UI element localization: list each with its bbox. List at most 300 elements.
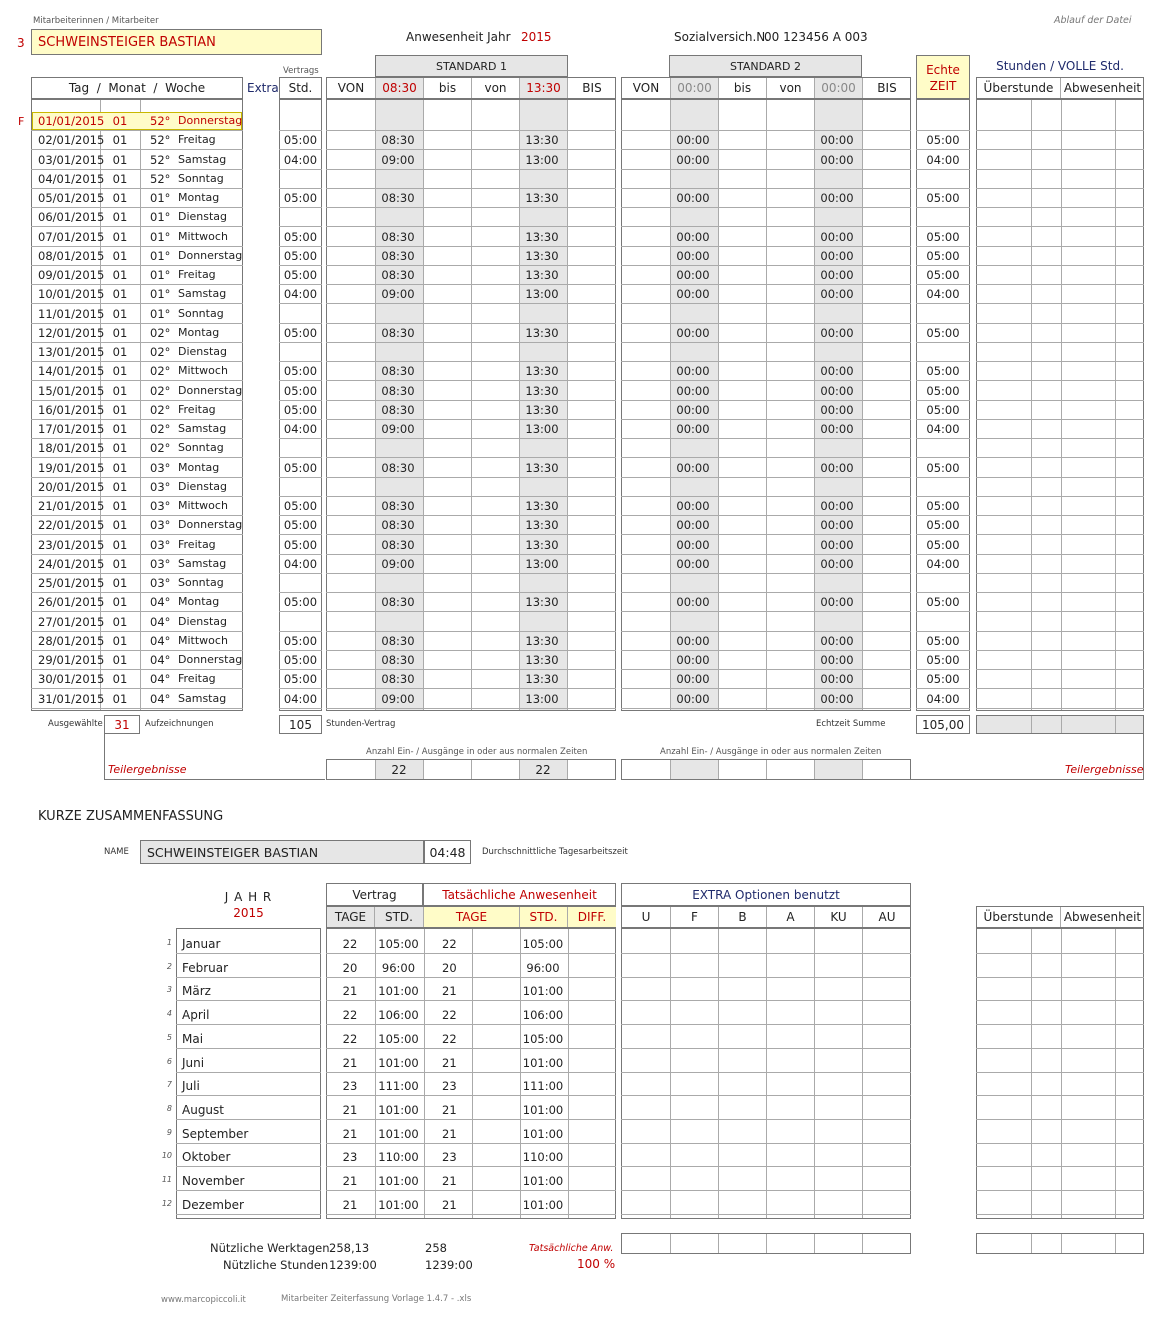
row-date: 29/01/2015: [38, 653, 105, 667]
row-s2-start: 00:00: [676, 191, 710, 205]
row-divider: [326, 246, 616, 247]
month-number: 8: [166, 1103, 172, 1113]
row-real-time: 05:00: [926, 499, 960, 513]
row-divider: [976, 534, 1144, 535]
row-divider: [621, 246, 911, 247]
attendance-year-label: Anwesenheit Jahr: [406, 30, 511, 44]
month-name: Mai: [182, 1031, 204, 1046]
month-divider: [176, 953, 321, 954]
month-name: März: [182, 984, 211, 999]
row-month: 01: [112, 595, 128, 610]
row-s1-start: 08:30: [381, 499, 415, 513]
row-date: 24/01/2015: [38, 556, 105, 571]
month-divider: [326, 1214, 616, 1215]
col-tage: TAGE: [327, 907, 375, 927]
month-divider: [621, 1024, 911, 1025]
row-week: 01°: [150, 210, 171, 225]
row-divider: [621, 438, 911, 439]
row-weekday: Sonntag: [178, 306, 224, 320]
row-divider: [621, 554, 911, 555]
month-divider: [176, 1072, 321, 1073]
row-month: 01: [112, 364, 128, 379]
row-contract-hours: 05:00: [283, 191, 318, 205]
row-s1-end: 13:00: [525, 287, 559, 302]
row-divider: [916, 688, 970, 689]
row-divider: [279, 534, 322, 535]
row-contract-hours: 05:00: [283, 325, 318, 340]
hours-block: [976, 99, 1144, 711]
row-weekday: Freitag: [178, 537, 216, 551]
row-divider: [621, 669, 911, 670]
month-actual-days: 23: [442, 1079, 457, 1094]
month-divider: [621, 1166, 911, 1167]
row-contract-hours: 05:00: [283, 460, 318, 475]
row-divider: [279, 688, 322, 689]
row-real-time: 05:00: [926, 518, 960, 533]
row-month: 01: [112, 653, 128, 667]
row-divider: [31, 477, 243, 478]
standard1-columns: [326, 77, 616, 99]
month-divider: [326, 1000, 616, 1001]
row-s1-start: 08:30: [381, 268, 415, 282]
row-weekday: Mittwoch: [178, 499, 228, 512]
row-s1-end: 13:30: [525, 402, 559, 417]
row-week: 01°: [150, 268, 171, 282]
row-date: 25/01/2015: [38, 576, 105, 590]
row-real-time: 04:00: [926, 556, 960, 571]
row-s1-end: 13:30: [525, 460, 559, 475]
row-date: 18/01/2015: [38, 441, 105, 456]
row-divider: [621, 342, 911, 343]
useful-days-label: Nützliche Werktagen: [210, 1241, 330, 1255]
row-month: 01: [112, 479, 128, 494]
row-divider: [31, 380, 243, 381]
month-divider: [976, 953, 1144, 954]
row-divider: [279, 342, 322, 343]
row-week: 01°: [150, 248, 171, 263]
row-s1-end: 13:30: [525, 248, 559, 263]
row-week: 04°: [150, 614, 171, 629]
row-contract-hours: 05:00: [283, 229, 318, 244]
s1-bis2: BIS: [582, 81, 602, 95]
row-s1-start: 08:30: [381, 595, 415, 610]
row-divider: [326, 265, 616, 266]
month-contract-hours: 105:00: [378, 937, 419, 951]
hours-sum-box: [976, 715, 1144, 734]
standard1-block: [326, 99, 616, 711]
month-divider: [976, 1000, 1144, 1001]
row-s1-start: 08:30: [381, 364, 415, 379]
row-date: 20/01/2015: [38, 479, 105, 494]
row-divider: [916, 554, 970, 555]
row-s2-start: 00:00: [676, 152, 710, 167]
row-s1-start: 09:00: [381, 422, 415, 436]
zeit-label: ZEIT: [929, 79, 957, 93]
row-divider: [279, 323, 322, 324]
row-date: 13/01/2015: [38, 345, 105, 359]
month-divider: [976, 1143, 1144, 1144]
row-s1-end: 13:30: [525, 383, 559, 398]
row-divider: [916, 515, 970, 516]
row-s2-end: 00:00: [820, 422, 854, 436]
partial-results-left: Teilergebnisse: [108, 763, 187, 776]
row-divider: [916, 419, 970, 420]
row-divider: [916, 669, 970, 670]
row-s2-start: 00:00: [676, 229, 710, 244]
row-contract-hours: 04:00: [283, 287, 318, 302]
row-divider: [621, 303, 911, 304]
inout-caption-1: Anzahl Ein- / Ausgänge in oder aus normalen Zeiten: [366, 747, 588, 757]
row-contract-hours: 04:00: [283, 691, 318, 706]
row-divider: [916, 323, 970, 324]
month-contract-days: 20: [342, 960, 358, 975]
row-weekday: Samstag: [178, 556, 227, 570]
row-weekday: Sonntag: [178, 171, 224, 185]
row-divider: [916, 631, 970, 632]
month-divider: [326, 1143, 616, 1144]
row-s2-end: 00:00: [820, 402, 854, 417]
month-number: 1: [166, 938, 172, 947]
row-s2-end: 00:00: [820, 653, 854, 667]
actual-attendance-pct: 100 %: [577, 1257, 616, 1271]
row-week: 52°: [150, 171, 171, 186]
summary-year: 2015: [233, 906, 264, 920]
row-divider: [31, 534, 243, 535]
row-divider: [31, 303, 243, 304]
row-divider: [31, 438, 243, 439]
records-label: Aufzeichnungen: [145, 719, 214, 729]
row-month: 01: [112, 691, 128, 706]
row-date: 06/01/2015: [38, 210, 105, 225]
row-week: 02°: [150, 325, 171, 340]
row-divider: [976, 303, 1144, 304]
row-s2-end: 00:00: [820, 672, 854, 687]
row-real-time: 05:00: [926, 402, 960, 417]
s2-von2: von: [767, 78, 815, 98]
row-real-time: 05:00: [926, 653, 960, 667]
month-name: Oktober: [182, 1150, 231, 1165]
month-actual-days: 21: [442, 1174, 457, 1188]
row-divider: [279, 284, 322, 285]
row-week: 01°: [150, 191, 171, 205]
row-divider: [31, 592, 243, 593]
row-divider: [976, 650, 1144, 651]
row-divider: [976, 573, 1144, 574]
row-divider: [326, 534, 616, 535]
row-divider: [31, 688, 243, 689]
row-week: 04°: [150, 672, 171, 687]
row-divider: [279, 130, 322, 131]
contract-header: Vertrag: [326, 883, 423, 906]
row-weekday: Mittwoch: [178, 229, 228, 243]
row-divider: [916, 169, 970, 170]
row-contract-hours: 05:00: [283, 383, 318, 398]
row-s2-start: 00:00: [676, 460, 710, 475]
row-week: 01°: [150, 229, 171, 244]
month-actual-hours: 101:00: [522, 1174, 564, 1188]
row-divider: [976, 380, 1144, 381]
month-contract-days: 21: [342, 1197, 358, 1212]
row-divider: [31, 130, 243, 131]
row-s2-end: 00:00: [820, 268, 854, 282]
row-s2-start: 00:00: [676, 383, 710, 398]
date-header-label: Tag / Monat / Woche: [68, 81, 206, 95]
row-divider: [976, 669, 1144, 670]
month-divider: [621, 953, 911, 954]
month-divider: [976, 1072, 1144, 1073]
row-divider: [621, 592, 911, 593]
row-real-time: 04:00: [926, 422, 960, 436]
month-actual-days: 20: [442, 960, 457, 975]
row-divider: [976, 226, 1144, 227]
extra-header: Extra: [247, 81, 279, 95]
row-month: 01: [112, 345, 128, 359]
partial-results-right: Teilergebnisse: [1065, 763, 1144, 776]
month-divider: [976, 1190, 1144, 1191]
row-week: 03°: [150, 518, 171, 533]
month-divider: [176, 1000, 321, 1001]
row-s1-end: 13:00: [525, 556, 559, 571]
row-s2-start: 00:00: [676, 691, 710, 706]
row-divider: [279, 169, 322, 170]
employee-name-field[interactable]: [31, 29, 322, 55]
row-divider: [279, 361, 322, 362]
row-real-time: 05:00: [926, 672, 960, 687]
row-divider: [279, 592, 322, 593]
row-month: 01: [112, 518, 128, 533]
month-contract-hours: 101:00: [378, 1102, 419, 1117]
row-week: 04°: [150, 653, 171, 667]
row-s1-end: 13:30: [525, 595, 559, 610]
row-divider: [279, 419, 322, 420]
hours-columns: [976, 77, 1144, 99]
month-actual-days: 21: [442, 1197, 457, 1212]
row-divider: [326, 323, 616, 324]
row-weekday: Mittwoch: [178, 633, 228, 647]
inout-standard2: [621, 759, 911, 780]
row-month: 01: [112, 210, 128, 225]
s1-end-time: 13:30: [520, 78, 568, 98]
row-weekday: Montag: [178, 595, 220, 609]
month-divider: [326, 953, 616, 954]
row-s1-end: 13:30: [525, 518, 559, 533]
real-sum-label: Echtzeit Summe: [816, 719, 886, 729]
row-week: 04°: [150, 691, 171, 706]
row-divider: [31, 169, 243, 170]
row-weekday: Donnerstag: [178, 248, 243, 262]
month-contract-hours: 110:00: [378, 1150, 419, 1165]
row-contract-hours: 04:00: [283, 422, 318, 436]
month-divider: [326, 1166, 616, 1167]
row-divider: [326, 669, 616, 670]
row-divider: [31, 611, 243, 612]
row-s2-end: 00:00: [820, 383, 854, 398]
row-divider: [976, 631, 1144, 632]
row-s2-end: 00:00: [820, 633, 854, 648]
row-divider: [326, 592, 616, 593]
row-divider: [916, 226, 970, 227]
row-date: 04/01/2015: [38, 171, 105, 186]
row-date: 14/01/2015: [38, 364, 105, 379]
row-divider: [621, 573, 911, 574]
month-divider: [621, 1143, 911, 1144]
row-divider: [976, 169, 1144, 170]
row-s1-start: 09:00: [381, 556, 415, 571]
year-label: J A H R: [224, 890, 273, 904]
month-number: 9: [166, 1127, 172, 1137]
summary-title: KURZE ZUSAMMENFASSUNG: [38, 809, 224, 824]
row-divider: [916, 573, 970, 574]
row-date: 01/01/2015: [38, 114, 105, 128]
website-link[interactable]: www.marcopiccoli.it: [161, 1295, 246, 1305]
s1-in-count: 22: [391, 763, 407, 777]
row-divider: [976, 246, 1144, 247]
month-actual-hours: 96:00: [526, 960, 560, 975]
inout-caption-2: Anzahl Ein- / Ausgänge in oder aus normalen Zeiten: [660, 747, 882, 757]
row-weekday: Sonntag: [178, 576, 224, 589]
summary-hours-headers: [976, 906, 1144, 928]
absence-header: Abwesenheit: [1063, 81, 1142, 95]
row-divider: [976, 400, 1144, 401]
row-divider: [31, 226, 243, 227]
month-actual-hours: 101:00: [522, 1055, 564, 1070]
row-divider: [976, 688, 1144, 689]
row-s2-end: 00:00: [820, 537, 854, 552]
row-s2-start: 00:00: [676, 133, 710, 148]
row-divider: [279, 515, 322, 516]
row-s2-end: 00:00: [820, 133, 854, 148]
row-divider: [279, 188, 322, 189]
row-real-time: 05:00: [926, 248, 960, 263]
row-month: 01: [112, 556, 128, 571]
month-actual-hours: 105:00: [522, 1031, 564, 1046]
month-divider: [176, 977, 321, 978]
month-divider: [176, 1119, 321, 1120]
row-divider: [326, 708, 616, 709]
row-divider: [31, 323, 243, 324]
contract-hours-label: Stunden-Vertrag: [326, 719, 396, 729]
row-divider: [916, 592, 970, 593]
row-date: 08/01/2015: [38, 248, 105, 263]
row-divider: [621, 169, 911, 170]
row-s2-end: 00:00: [820, 595, 854, 610]
month-contract-hours: 111:00: [378, 1079, 419, 1094]
month-actual-days: 21: [442, 1126, 457, 1141]
row-month: 01: [112, 383, 128, 398]
month-contract-hours: 105:00: [378, 1031, 419, 1046]
row-divider: [279, 708, 322, 709]
standard1-header: STANDARD 1: [375, 55, 568, 77]
row-divider: [976, 554, 1144, 555]
month-divider: [976, 1214, 1144, 1215]
row-date: 22/01/2015: [38, 518, 105, 533]
row-s2-start: 00:00: [676, 364, 710, 379]
row-s2-start: 00:00: [676, 672, 710, 687]
row-month: 01: [112, 133, 128, 148]
row-contract-hours: 05:00: [283, 672, 318, 687]
row-divider: [279, 149, 322, 150]
month-contract-days: 23: [342, 1079, 358, 1094]
row-weekday: Sonntag: [178, 441, 224, 455]
row-s2-start: 00:00: [676, 595, 710, 610]
row-contract-hours: 05:00: [283, 133, 318, 148]
row-real-time: 05:00: [926, 633, 960, 648]
actual-header: Tatsächliche Anwesenheit: [423, 883, 616, 906]
row-divider: [279, 669, 322, 670]
row-divider: [326, 226, 616, 227]
s2-start-time: 00:00: [671, 78, 719, 98]
col-diff: DIFF.: [568, 907, 616, 927]
row-divider: [31, 669, 243, 670]
month-number: 7: [166, 1080, 172, 1090]
row-divider: [31, 188, 243, 189]
row-divider: [326, 303, 616, 304]
row-divider: [279, 631, 322, 632]
row-divider: [279, 400, 322, 401]
row-s1-start: 08:30: [381, 229, 415, 244]
month-actual-days: 22: [442, 937, 457, 951]
row-month: 01: [112, 672, 128, 687]
row-divider: [916, 496, 970, 497]
row-divider: [976, 419, 1144, 420]
row-divider: [976, 438, 1144, 439]
year-value: 2015: [521, 30, 552, 44]
month-divider: [621, 977, 911, 978]
row-week: 52°: [150, 114, 171, 128]
row-real-time: 05:00: [926, 460, 960, 475]
row-s2-end: 00:00: [820, 191, 854, 205]
month-name: Dezember: [182, 1197, 244, 1212]
row-week: 02°: [150, 422, 171, 436]
row-divider: [326, 438, 616, 439]
month-contract-days: 21: [342, 1102, 358, 1117]
row-divider: [621, 400, 911, 401]
row-s1-end: 13:00: [525, 691, 559, 706]
row-s1-start: 08:30: [381, 191, 415, 205]
month-contract-hours: 101:00: [378, 1126, 419, 1141]
row-weekday: Mittwoch: [178, 364, 228, 378]
month-divider: [976, 977, 1144, 978]
row-divider: [916, 284, 970, 285]
row-divider: [326, 380, 616, 381]
row-contract-hours: 05:00: [283, 248, 318, 263]
row-divider: [976, 207, 1144, 208]
row-divider: [976, 130, 1144, 131]
row-divider: [31, 708, 243, 709]
month-name: Juli: [182, 1079, 200, 1094]
row-divider: [916, 265, 970, 266]
row-s1-end: 13:30: [525, 537, 559, 552]
month-divider: [176, 1024, 321, 1025]
row-date: 26/01/2015: [38, 595, 105, 610]
month-name: September: [182, 1126, 249, 1141]
row-s2-start: 00:00: [676, 556, 710, 571]
row-divider: [976, 611, 1144, 612]
row-divider: [976, 592, 1144, 593]
row-divider: [31, 342, 243, 343]
row-week: 03°: [150, 460, 171, 475]
month-contract-days: 21: [342, 1126, 358, 1141]
row-contract-hours: 05:00: [283, 499, 318, 513]
row-divider: [916, 650, 970, 651]
row-real-time: 05:00: [926, 364, 960, 379]
row-s2-end: 00:00: [820, 691, 854, 706]
row-divider: [326, 149, 616, 150]
row-divider: [279, 246, 322, 247]
month-divider: [176, 1048, 321, 1049]
row-contract-hours: 05:00: [283, 268, 318, 282]
useful-hours-contract: 1239:00: [329, 1258, 377, 1272]
